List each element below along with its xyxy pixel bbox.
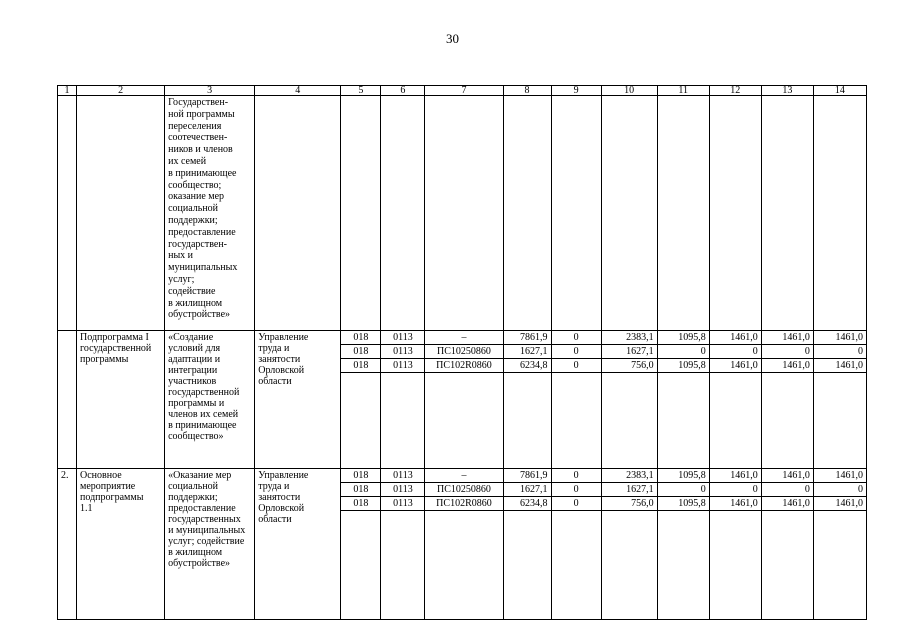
cell-col-9: 0	[551, 497, 601, 511]
item-title-line: государственной	[168, 387, 240, 398]
item-name-line: подпрограммы	[80, 492, 144, 503]
cell-col-5: 018	[341, 359, 381, 373]
item-name-line: государственной	[80, 343, 152, 354]
item-title	[165, 469, 255, 620]
column-header-8: 8	[503, 86, 551, 96]
cell-col-7: ПС102R0860	[425, 359, 503, 373]
cell-title	[165, 96, 255, 331]
cell-col-5: 018	[341, 483, 381, 497]
cell-col-6: 0113	[381, 483, 425, 497]
cell-col-13: 1461,0	[761, 359, 813, 373]
item-title-line: «Оказание мер	[168, 470, 232, 481]
column-header-12: 12	[709, 86, 761, 96]
cell-col-13: 0	[761, 345, 813, 359]
continuation-title-line: ной программы	[168, 108, 235, 120]
cell-col-5: 018	[341, 469, 381, 483]
item-name-line: Основное	[80, 470, 122, 481]
cell-col-12	[709, 373, 761, 469]
row-number: 2.	[58, 469, 77, 620]
cell-col-14: 1461,0	[813, 497, 866, 511]
continuation-title-line: услуг;	[168, 273, 195, 285]
cell-col-10: 1627,1	[601, 483, 657, 497]
continuation-title-line: ных и	[168, 250, 194, 262]
item-title-line: интеграции	[168, 365, 218, 376]
cell-col-8: 1627,1	[503, 345, 551, 359]
cell-col-10: 2383,1	[601, 469, 657, 483]
item-name	[77, 331, 165, 469]
cell-col-14: 0	[813, 345, 866, 359]
cell-col-5	[341, 373, 381, 469]
column-header-14: 14	[813, 86, 866, 96]
cell-col-14	[813, 373, 866, 469]
cell-executor	[255, 96, 341, 331]
item-title-line: членов их семей	[168, 409, 239, 420]
cell-col-12: 0	[709, 483, 761, 497]
cell-col-9: 0	[551, 359, 601, 373]
row-number	[58, 331, 77, 469]
continuation-title-line: предоставление	[168, 226, 236, 238]
cell-col-5: 018	[341, 331, 381, 345]
cell-col-5	[341, 511, 381, 620]
item-title-line: предоставление	[168, 503, 236, 514]
cell-col-9: 0	[551, 345, 601, 359]
continuation-title-line: переселения	[168, 120, 222, 132]
cell-col-7: ПС10250860	[425, 483, 503, 497]
item-title-line: программы и	[168, 398, 225, 409]
cell-col-8: 6234,8	[503, 497, 551, 511]
cell-col-6: 0113	[381, 345, 425, 359]
cell-col-13: 0	[761, 483, 813, 497]
continuation-title-line: государствен-	[168, 238, 228, 250]
continuation-title-line: соотечествен-	[168, 132, 228, 144]
cell-col-9: 0	[551, 483, 601, 497]
column-header-3: 3	[165, 86, 255, 96]
cell-col-10: 1627,1	[601, 345, 657, 359]
continuation-title-line: Государствен-	[168, 97, 229, 108]
cell-col-6: 0113	[381, 469, 425, 483]
cell-col-6: 0113	[381, 331, 425, 345]
cell-col-10: 2383,1	[601, 331, 657, 345]
column-header-11: 11	[657, 86, 709, 96]
cell-col-6	[381, 511, 425, 620]
item-title-line: социальной	[168, 481, 219, 492]
column-header-6: 6	[381, 86, 425, 96]
budget-table	[57, 85, 867, 620]
cell-col-13	[761, 373, 813, 469]
cell-col-11: 1095,8	[657, 359, 709, 373]
item-name-line: программы	[80, 354, 129, 365]
column-header-10: 10	[601, 86, 657, 96]
cell-num	[58, 96, 77, 331]
item-title-line: поддержки;	[168, 492, 218, 503]
column-header-5: 5	[341, 86, 381, 96]
executor-line: занятости	[258, 492, 301, 503]
cell-col-7	[425, 373, 503, 469]
continuation-title-line: содействие	[168, 285, 216, 297]
cell-col-10	[601, 373, 657, 469]
cell-col-7: ПС10250860	[425, 345, 503, 359]
column-header-4: 4	[255, 86, 341, 96]
continuation-title-line: социальной	[168, 203, 219, 215]
executor	[255, 331, 341, 469]
cell-col-13: 1461,0	[761, 469, 813, 483]
column-header-1: 1	[58, 86, 77, 96]
cell-col-13	[761, 511, 813, 620]
item-name-line: Подпрограмма I	[80, 332, 149, 343]
page-number: 30	[446, 31, 459, 46]
cell-col-7: –	[425, 331, 503, 345]
item-name-line: мероприятие	[80, 481, 136, 492]
continuation-title-line: их семей	[168, 155, 207, 167]
item-title-line: условий для	[168, 343, 221, 354]
cell-col-5: 018	[341, 497, 381, 511]
executor-line: Управление	[258, 470, 309, 481]
cell-col-9: 0	[551, 469, 601, 483]
continuation-title-line: муниципальных	[168, 262, 238, 274]
continuation-row	[58, 96, 867, 331]
group-1-row-1	[58, 331, 867, 345]
column-header-7: 7	[425, 86, 503, 96]
item-name-line: 1.1	[80, 503, 93, 514]
cell-col-8	[503, 373, 551, 469]
cell-col-13: 1461,0	[761, 331, 813, 345]
cell-col-7: ПС102R0860	[425, 497, 503, 511]
executor	[255, 469, 341, 620]
cell-col-13: 1461,0	[761, 497, 813, 511]
item-title-line: обустройстве»	[168, 558, 231, 569]
item-title-line: и муниципальных	[168, 525, 246, 536]
cell-col-11: 0	[657, 483, 709, 497]
column-header-9: 9	[551, 86, 601, 96]
cell-col-11	[657, 373, 709, 469]
executor-line: области	[258, 514, 292, 525]
cell-col-7: –	[425, 469, 503, 483]
cell-col-8	[503, 511, 551, 620]
cell-col-12: 1461,0	[709, 359, 761, 373]
cell-col-14: 1461,0	[813, 331, 866, 345]
item-title-line: государственных	[168, 514, 241, 525]
cell-name	[77, 96, 165, 331]
item-title	[165, 331, 255, 469]
column-header-13: 13	[761, 86, 813, 96]
cell-col-14: 1461,0	[813, 469, 866, 483]
item-title-line: в принимающее	[168, 420, 237, 431]
cell-col-11: 0	[657, 345, 709, 359]
cell-col-12	[709, 511, 761, 620]
item-title-line: участников	[168, 376, 217, 387]
continuation-title-line: оказание мер	[168, 191, 225, 203]
cell-col-10: 756,0	[601, 497, 657, 511]
cell-col-11: 1095,8	[657, 331, 709, 345]
executor-line: занятости	[258, 354, 301, 365]
executor-line: Управление	[258, 332, 309, 343]
continuation-title-line: обустройстве»	[168, 309, 231, 321]
cell-col-9	[551, 511, 601, 620]
cell-col-12: 1461,0	[709, 331, 761, 345]
item-title-line: «Создание	[168, 332, 214, 343]
item-name	[77, 469, 165, 620]
item-title-line: сообщество»	[168, 431, 224, 442]
cell-col-9: 0	[551, 331, 601, 345]
continuation-title-line: в жилищном	[168, 297, 223, 309]
continuation-title-line: ников и членов	[168, 144, 233, 156]
executor-line: Орловской	[258, 365, 305, 376]
cell-col-6: 0113	[381, 359, 425, 373]
cell-col-8: 7861,9	[503, 331, 551, 345]
cell-col-8: 6234,8	[503, 359, 551, 373]
cell-col-14	[813, 511, 866, 620]
column-header-2: 2	[77, 86, 165, 96]
continuation-title-line: поддержки;	[168, 214, 218, 226]
item-title-line: в жилищном	[168, 547, 223, 558]
cell-col-14: 1461,0	[813, 359, 866, 373]
cell-col-5: 018	[341, 345, 381, 359]
executor-line: области	[258, 376, 292, 387]
executor-line: труда и	[258, 343, 290, 354]
cell-col-10	[601, 511, 657, 620]
executor-line: Орловской	[258, 503, 305, 514]
cell-col-12: 1461,0	[709, 497, 761, 511]
item-title-line: адаптации и	[168, 354, 221, 365]
cell-col-8: 7861,9	[503, 469, 551, 483]
cell-col-12: 0	[709, 345, 761, 359]
continuation-title-line: в принимающее	[168, 167, 237, 179]
cell-col-11	[657, 511, 709, 620]
cell-col-6: 0113	[381, 497, 425, 511]
continuation-title-line: сообщество;	[168, 179, 222, 191]
executor-line: труда и	[258, 481, 290, 492]
cell-col-14: 0	[813, 483, 866, 497]
cell-col-8: 1627,1	[503, 483, 551, 497]
cell-col-11: 1095,8	[657, 469, 709, 483]
cell-col-7	[425, 511, 503, 620]
header-row	[58, 86, 867, 96]
item-title-line: услуг; содействие	[168, 536, 245, 547]
cell-col-11: 1095,8	[657, 497, 709, 511]
cell-col-12: 1461,0	[709, 469, 761, 483]
cell-col-10: 756,0	[601, 359, 657, 373]
cell-col-9	[551, 373, 601, 469]
group-2-row-1	[58, 469, 867, 483]
cell-col-6	[381, 373, 425, 469]
